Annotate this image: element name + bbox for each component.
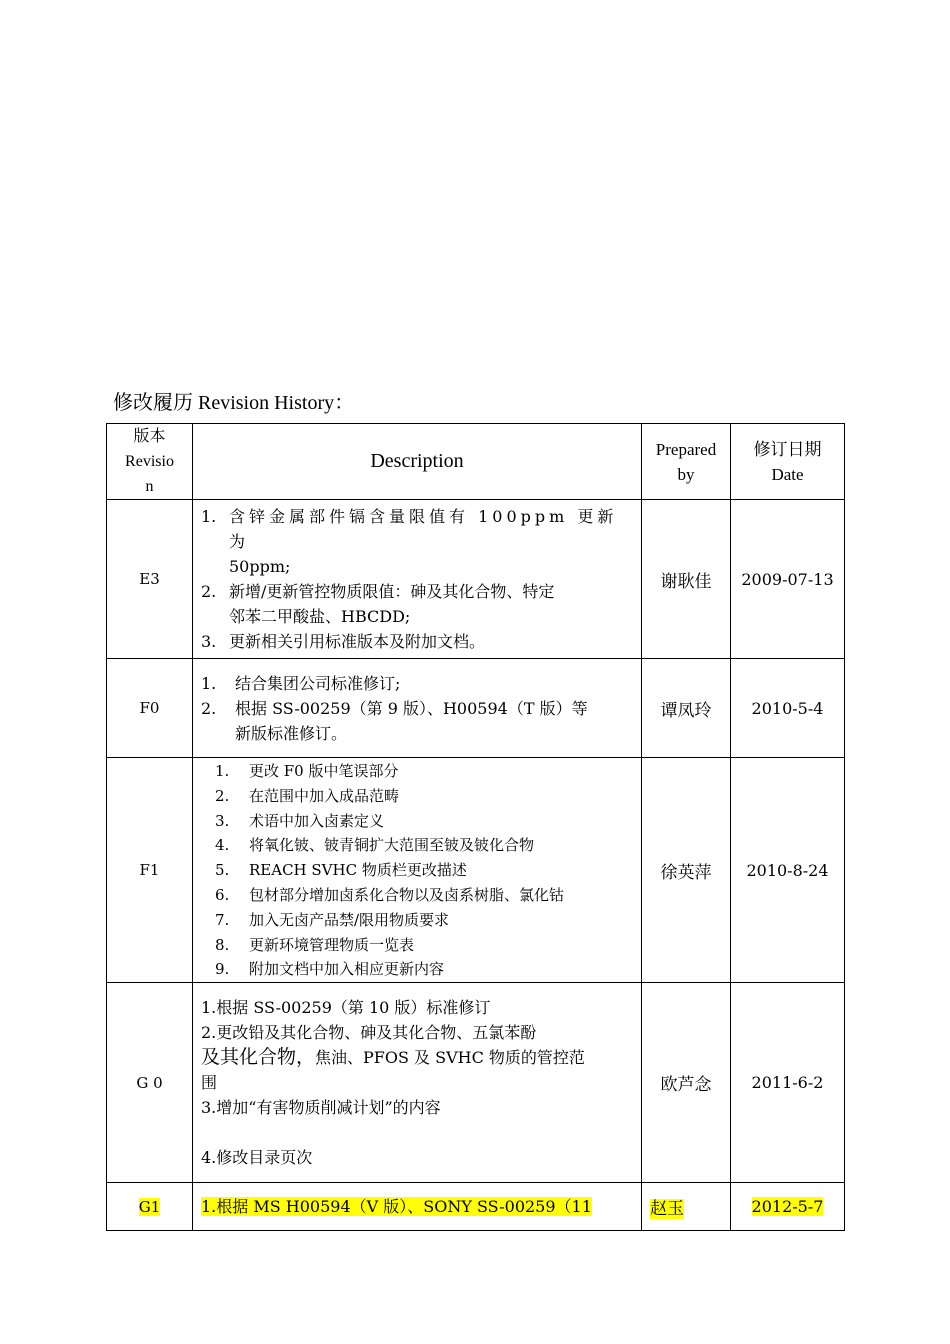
item-number: 2. xyxy=(215,786,230,805)
header-date-cn: 修订日期 xyxy=(753,439,822,459)
prepared-by-cell xyxy=(642,1183,731,1231)
description-text: 2.更改铅及其化合物、砷及其化合物、五氯苯酚 xyxy=(201,1023,537,1043)
list-item xyxy=(201,908,633,933)
header-by: by xyxy=(677,464,695,484)
date-cell: 2009-07-13 xyxy=(731,500,845,659)
header-prepared: Prepared xyxy=(655,439,717,459)
list-item xyxy=(201,759,633,784)
table-row xyxy=(107,500,845,659)
item-number: 1. xyxy=(215,762,230,780)
description-text: 焦油、PFOS 及 SVHC 物质的管控范 xyxy=(315,1048,585,1068)
list-item xyxy=(201,671,633,696)
date-cell xyxy=(731,1183,845,1231)
description-cell xyxy=(193,1183,642,1231)
revision-highlight: G1 xyxy=(138,1197,161,1216)
list-item xyxy=(201,933,633,958)
item-number: 8. xyxy=(215,935,230,954)
item-text: 更新相关引用标准版本及附加文档。 xyxy=(229,632,486,651)
description-text: 围 xyxy=(201,1073,218,1093)
prepared-by-cell: 谢耿佳 xyxy=(642,500,731,659)
item-text: 在范围中加入成品范畴 xyxy=(249,786,400,805)
table-header-row xyxy=(107,424,845,500)
table-row xyxy=(107,758,845,983)
item-text xyxy=(229,579,554,629)
item-number: 3. xyxy=(215,811,230,830)
item-number: 7. xyxy=(215,910,230,929)
description-cell xyxy=(193,659,642,758)
list-item xyxy=(201,833,633,858)
table-row xyxy=(107,659,845,758)
date-cell: 2011-6-2 xyxy=(731,983,845,1183)
item-text: 更新环境管理物质一览表 xyxy=(249,935,415,954)
prepared-by-cell: 欧芦念 xyxy=(642,983,731,1183)
date-highlight: 2012-5-7 xyxy=(751,1197,824,1217)
item-text-line: 新增/更新管控物质限值：砷及其化合物、特定 xyxy=(229,582,555,601)
table-row xyxy=(107,983,845,1183)
item-text: REACH SVHC 物质栏更改描述 xyxy=(249,861,467,880)
header-revision-cn: 版本 xyxy=(133,428,166,445)
list-item xyxy=(201,629,633,654)
revision-history-table xyxy=(106,423,845,1231)
list-item xyxy=(201,784,633,809)
item-text: 术语中加入卤素定义 xyxy=(249,811,385,830)
description-line: 4.修改目录页次 xyxy=(201,1148,313,1168)
revision-cell: F1 xyxy=(107,758,193,983)
list-item xyxy=(201,957,633,982)
list-item xyxy=(201,809,633,834)
item-number: 2. xyxy=(201,582,217,601)
description-text-large: 及其化合物， xyxy=(201,1046,316,1069)
item-number: 4. xyxy=(215,836,230,855)
description-line xyxy=(201,1020,633,1095)
item-number: 9. xyxy=(215,960,230,979)
header-date xyxy=(731,424,845,500)
item-text: 将氧化铍、铍青铜扩大范围至铍及铍化合物 xyxy=(249,836,535,855)
description-line: 1.根据 SS-00259（第 10 版）标准修订 xyxy=(201,998,491,1018)
item-text xyxy=(235,696,588,746)
header-revision-en: Revisio xyxy=(125,453,174,470)
description-highlight: 1.根据 MS H00594（V 版）、SONY SS-00259（11 xyxy=(201,1197,592,1217)
item-text-cont: 新版标准修订。 xyxy=(235,723,348,743)
item-text-line: 根据 SS-00259（第 9 版）、H00594（T 版）等 xyxy=(235,698,588,718)
item-text-cont: 邻苯二甲酸盐、HBCDD; xyxy=(229,607,411,626)
prepared-by-highlight: 赵玉 xyxy=(650,1199,684,1220)
item-text-line: 含锌金属部件镉含量限值有 100ppm 更新为 xyxy=(229,507,618,551)
header-revision xyxy=(107,424,193,500)
header-date-en: Date xyxy=(771,464,804,484)
item-number: 1. xyxy=(201,673,217,693)
item-text xyxy=(229,504,633,579)
item-text: 加入无卤产品禁/限用物质要求 xyxy=(249,910,450,929)
item-text: 更改 F0 版中笔误部分 xyxy=(249,762,399,780)
item-text-cont: 50ppm; xyxy=(229,557,291,576)
list-item xyxy=(201,858,633,883)
list-item xyxy=(201,504,633,579)
item-text: 包材部分增加卤系化合物以及卤系树脂、氯化钴 xyxy=(249,885,565,904)
header-prepared-by xyxy=(642,424,731,500)
header-description: Description xyxy=(193,424,642,500)
revision-cell: F0 xyxy=(107,659,193,758)
page-title: 修改履历 Revision History： xyxy=(113,392,355,414)
date-cell: 2010-5-4 xyxy=(731,659,845,758)
description-cell xyxy=(193,500,642,659)
revision-cell xyxy=(107,1183,193,1231)
revision-cell: G 0 xyxy=(107,983,193,1183)
prepared-by-cell: 谭凤玲 xyxy=(642,659,731,758)
date-cell: 2010-8-24 xyxy=(731,758,845,983)
item-number: 5. xyxy=(215,861,230,880)
list-item xyxy=(201,579,633,629)
list-item xyxy=(201,883,633,908)
header-revision-en-wrap: n xyxy=(145,478,154,495)
item-text: 结合集团公司标准修订; xyxy=(235,673,401,693)
table-row xyxy=(107,1183,845,1231)
item-number: 6. xyxy=(215,885,230,904)
item-text: 附加文档中加入相应更新内容 xyxy=(249,960,445,979)
prepared-by-cell: 徐英萍 xyxy=(642,758,731,983)
revision-cell: E3 xyxy=(107,500,193,659)
list-item xyxy=(201,696,633,746)
item-number: 3. xyxy=(201,632,217,651)
item-number: 2. xyxy=(201,698,217,718)
description-cell xyxy=(193,758,642,983)
description-cell xyxy=(193,983,642,1183)
description-line: 3.增加“有害物质削减计划”的内容 xyxy=(201,1098,441,1118)
item-number: 1. xyxy=(201,507,217,526)
